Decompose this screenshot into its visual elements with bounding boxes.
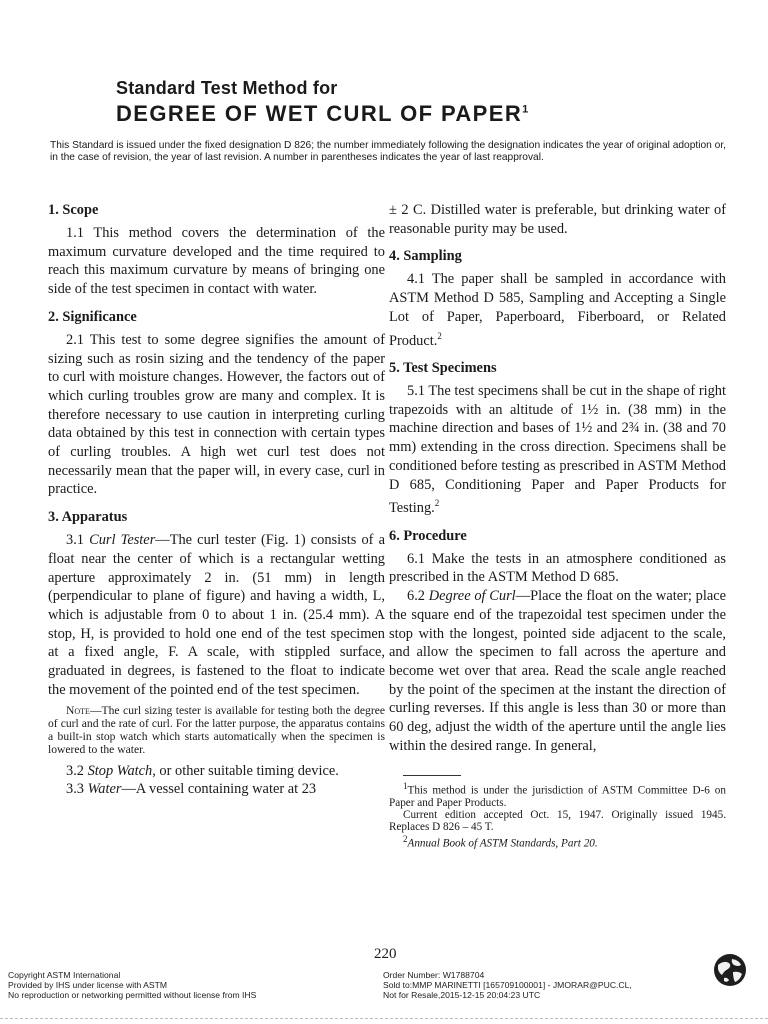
page-bottom-rule [0, 1018, 768, 1019]
footnote-2: $^2$Annual Book of ASTM Standards, Part 20. [403, 834, 598, 850]
footnote-1: $^1$This method is under the jurisdiction of ASTM Committee D-6 on Paper and Paper Products. [389, 781, 726, 810]
paragraph-5-1: 5.1 The test specimens shall be cut in the shape of right trapezoids with an altitude of 1½ in. (38 mm) in the machine direction and bases of 1½ and 2¾ in. (38 and 70 mm) extending in the cross direction. Specimens shall be conditioned before testing as prescribed in ASTM Method D 685, Conditioning Paper and Paper Products for Testing.$^2$ [389, 383, 726, 517]
order-footer: Order Number: W1788704 Sold to:MMP MARINETTI [165709100001] - JMORAR@PUC.CL, Not for Resale,2015-12-15 20:04:23 UTC [383, 970, 632, 1000]
document-supertitle: Standard Test Method for [116, 78, 338, 98]
section-heading-scope: 1. Scope [48, 202, 99, 218]
paragraph-2-1: 2.1 This test to some degree signifies the amount of sizing such as rosin sizing and the tendency of the paper to curl with moisture changes. However, the factors out of which curling troubles grow are many and complex. It is therefore necessary to use caution in interpreting curling data obtained by this test in connection with certain types of curling troubles. A high wet curl test does not necessarily mean that the paper will, in every case, curl in practice. [48, 331, 385, 498]
paragraph-3-3-continued: ± 2 C. Distilled water is preferable, but drinking water of reasonable purity may be used. [389, 202, 726, 237]
section-heading-procedure: 6. Procedure [389, 527, 467, 544]
paragraph-4-1: 4.1 The paper shall be sampled in accordance with ASTM Method D 585, Sampling and Accepting a Single Lot of Paper, Paperboard, Fiberboard, or Related Product.$^2$ [389, 271, 726, 349]
paragraph-6-1: 6.1 Make the tests in an atmosphere conditioned as prescribed in the ASTM Method D 685. [389, 550, 726, 586]
footnote-1-edition: Current edition accepted Oct. 15, 1947. Originally issued 1945. Replaces D 826 – 45 T. [389, 809, 726, 834]
paragraph-3-1: 3.1 Curl Tester—The curl tester (Fig. 1) consists of a float near the center of which is a rectangular wetting aperture approximately 2 in. (51 mm) in length (perpendicular to plane of figure) and having a width, L, which is adjustable from 0 to about 1 in. (25.4 mm). A stop, H, is provided to hold one end of the test specimen at a fixed angle, F. A scale, with stippled surface, graduated in degrees, is fastened to the float to indicate the movement of the pointed end of the test specimen. [48, 532, 385, 698]
document-title: DEGREE OF WET CURL OF PAPER$^1$ [116, 101, 529, 126]
left-column [48, 201, 385, 799]
paragraph-3-3: 3.3 Water—A vessel containing water at 23 [66, 781, 317, 798]
footnote-divider [403, 775, 461, 776]
astm-globe-logo-icon [712, 952, 748, 988]
paragraph-6-2: 6.2 Degree of Curl—Place the float on the water; place the square end of the trapezoidal test specimen under the stop with the longest, pointed side adjacent to the scale, and allow the specimen to fall across the aperture and become wet over that area. Read the scale angle reached by the point of the specimen at the instant the direction of curling reverses. If this angle is less than 30 or more than 60 deg, adjust the width of the aperture until the angle lies within the desired range. In general, [389, 588, 726, 754]
section-heading-significance: 2. Significance [48, 308, 137, 325]
apparatus-note: Note—The curl sizing tester is available for testing both the degree of curl and the rate of curl. For the latter purpose, the apparatus contains a built-in stop watch which starts automatically when the specimen is lowered to the water. [48, 704, 385, 756]
page-number: 220 [374, 946, 397, 962]
paragraph-1-1: 1.1 This method covers the determination of the maximum curvature developed and the time required to reach this maximum curvature by means of bringing one side of the test specimen in contact with water. [48, 225, 385, 298]
right-column [389, 201, 726, 850]
section-heading-apparatus: 3. Apparatus [48, 509, 128, 526]
section-heading-test-specimens: 5. Test Specimens [389, 360, 497, 377]
paragraph-3-2: 3.2 Stop Watch, or other suitable timing device. [66, 762, 339, 779]
designation-notice: This Standard is issued under the fixed designation D 826; the number immediately following the designation indicates the year of original adoption or, in the case of revision, the year of last revision. A number in parentheses indicates the year of last reapproval. [50, 140, 726, 163]
copyright-footer: Copyright ASTM International Provided by IHS under license with ASTM No reproduction or networking permitted without license from IHS [8, 970, 257, 1000]
section-heading-sampling: 4. Sampling [389, 248, 462, 265]
